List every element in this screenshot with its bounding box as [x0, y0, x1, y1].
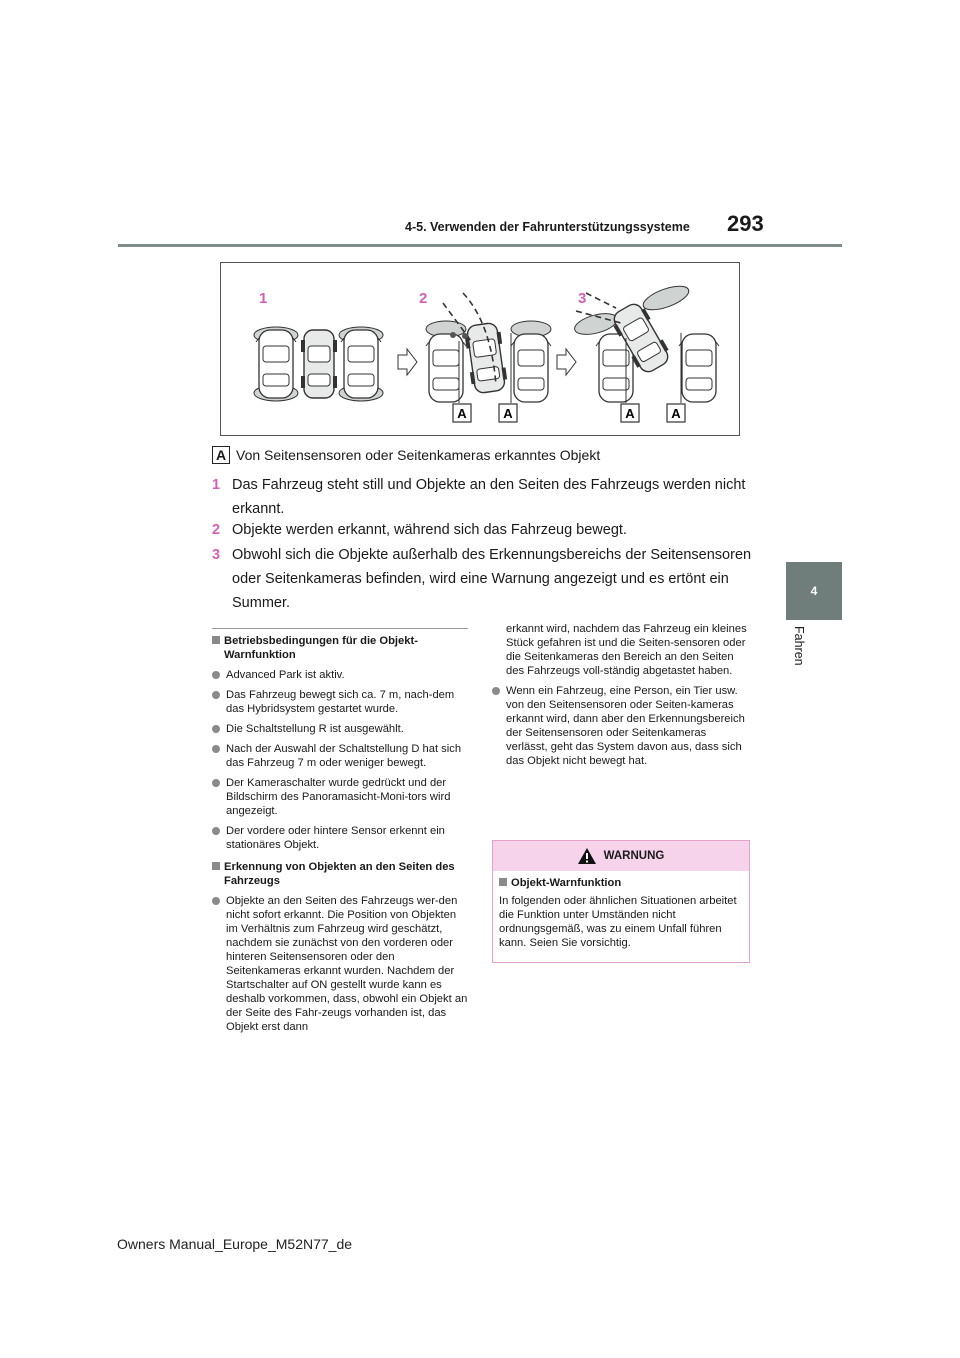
step-3-label: 3 — [578, 290, 587, 307]
chapter-label: Fahren — [792, 626, 806, 666]
section-title: 4-5. Verwenden der Fahrunterstützungssysteme — [405, 220, 690, 234]
chapter-tab: 4 — [786, 562, 842, 620]
step-number: 1 — [212, 477, 221, 493]
subheading: Betriebsbedingungen für die Objekt-Warnfunktion — [212, 634, 470, 662]
step-1-label: 1 — [259, 290, 268, 307]
footer-text: Owners Manual_Europe_M52N77_de — [117, 1236, 353, 1252]
marker-a-1 — [453, 404, 471, 422]
list-item: Der Kameraschalter wurde gedrückt und der Bildschirm des Panoramasicht-Moni-tors wird angezeigt. — [212, 776, 470, 818]
legend — [212, 446, 600, 464]
legend-letter: A — [212, 446, 230, 464]
list-item: Das Fahrzeug bewegt sich ca. 7 m, nach-dem das Hybridsystem gestartet wurde. — [212, 688, 470, 716]
warning-header — [493, 841, 749, 871]
list-item: Die Schaltstellung R ist ausgewählt. — [212, 722, 470, 736]
legend-text: Von Seitensensoren oder Seitenkameras erkanntes Objekt — [236, 447, 601, 463]
subheading: Erkennung von Objekten an den Seiten des Fahrzeugs — [212, 860, 470, 888]
warning-title: WARNUNG — [603, 850, 665, 862]
scene-3 — [572, 281, 719, 403]
list-item: Objekte an den Seiten des Fahrzeugs wer-den nicht sofort erkannt. Die Position von Objekten im Verhältnis zum Fahrzeug wird geschätzt, nachdem sie zunächst von den vorderen oder hinteren Seitensensoren oder den Seitenkameras erkannt wurden. Nachdem der Startschalter auf ON gestellt wurde kann es deshalb vorkommen, dass, obwohl ein Objekt an der Seite des Fahr-zeugs vorhanden ist, das Objekt erst dann — [212, 894, 470, 1034]
svg-text:A: A — [625, 406, 635, 421]
parking-figure — [220, 262, 740, 436]
list-item: Wenn ein Fahrzeug, eine Person, ein Tier usw. von den Seitensensoren oder Seiten-kameras erkannt wird, dann aber den Erkennungsbereich der Seitensensoren oder Seitenkameras verlässt, geht das System davon aus, dass sich das Objekt nicht bewegt hat. — [492, 684, 750, 768]
warning-box — [492, 840, 750, 963]
marker-a-2 — [499, 404, 517, 422]
warning-subheading: Objekt-Warnfunktion — [499, 876, 743, 890]
step-text: Das Fahrzeug steht still und Objekte an den Seiten des Fahrzeugs werden nicht erkannt. — [232, 477, 746, 517]
warning-icon — [578, 848, 596, 864]
svg-text:A: A — [457, 406, 467, 421]
step-item — [212, 518, 752, 542]
step-text: Obwohl sich die Objekte außerhalb des Erkennungsbereichs der Seitensensoren oder Seitenkameras befinden, wird eine Warnung angezeigt und es ertönt ein Summer. — [232, 547, 752, 611]
marker-a-3 — [621, 404, 639, 422]
scene-1 — [254, 327, 383, 401]
page-number: 293 — [727, 211, 764, 236]
step-2-label: 2 — [419, 290, 428, 307]
step-number: 2 — [212, 522, 221, 538]
step-item — [212, 543, 752, 615]
marker-a-4 — [667, 404, 685, 422]
section-divider — [212, 628, 468, 629]
list-item: Der vordere oder hintere Sensor erkennt ein stationäres Objekt. — [212, 824, 470, 852]
step-item — [212, 473, 752, 521]
svg-text:A: A — [503, 406, 513, 421]
step-text: Objekte werden erkannt, während sich das Fahrzeug bewegt. — [232, 522, 627, 538]
left-column — [212, 634, 470, 1034]
scene-2 — [426, 293, 551, 403]
arrow-icon — [557, 349, 576, 375]
arrow-icon — [398, 349, 417, 375]
list-item: Advanced Park ist aktiv. — [212, 668, 470, 682]
step-number: 3 — [212, 547, 221, 563]
warning-text: In folgenden oder ähnlichen Situationen arbeitet die Funktion unter Umständen nicht ordnungsgemäß, was zu einem Unfall führen kann. Seien Sie vorsichtig. — [499, 895, 737, 949]
header-divider — [118, 244, 842, 247]
list-item: Nach der Auswahl der Schaltstellung D hat sich das Fahrzeug 7 m oder weniger bewegt. — [212, 742, 470, 770]
right-column — [492, 622, 750, 768]
paragraph: erkannt wird, nachdem das Fahrzeug ein kleines Stück gefahren ist und die Seiten-sensoren oder die Seitenkameras den Bereich an den Seiten des Fahrzeugs voll-ständig abgetastet haben. — [506, 623, 747, 677]
svg-text:A: A — [671, 406, 681, 421]
